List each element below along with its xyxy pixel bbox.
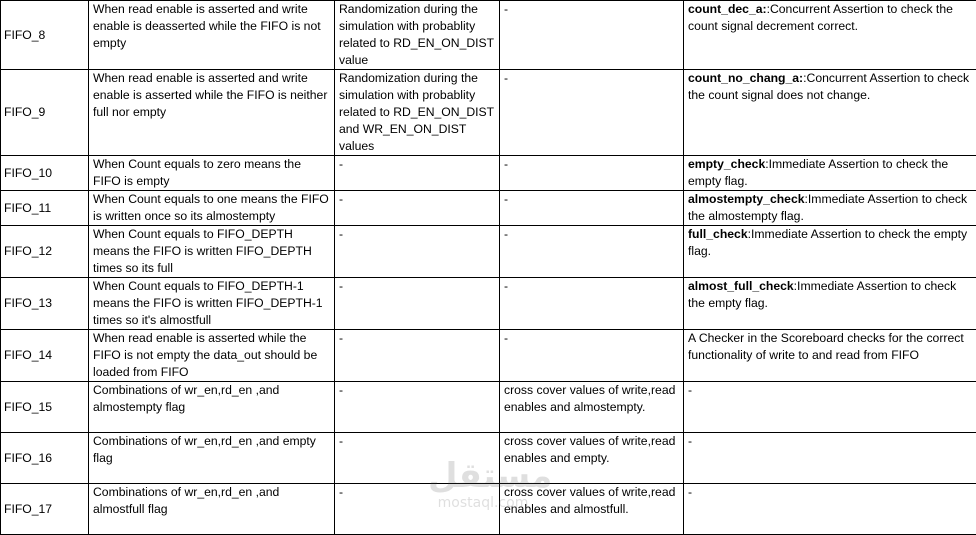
functionality-check-cell — [684, 156, 976, 191]
functionality-check-cell — [684, 382, 976, 433]
assertion-name: almostempty_check — [688, 192, 805, 206]
stimulus-cell: Randomization during the simulation with probablity related to RD_EN_ON_DIST value — [335, 1, 500, 70]
stimulus-cell: - — [335, 156, 500, 191]
functionality-check-cell — [684, 330, 976, 382]
assertion-description: - — [688, 434, 692, 448]
description-cell: Combinations of wr_en,rd_en ,and empty flag — [89, 433, 335, 484]
table-row — [1, 330, 976, 382]
table-body — [1, 1, 976, 535]
functional-coverage-cell: - — [500, 191, 684, 226]
assertion-description: - — [688, 485, 692, 499]
requirement-id-cell: FIFO_11 — [1, 191, 89, 226]
table-row — [1, 484, 976, 535]
table-row — [1, 226, 976, 278]
watermark-latin: mostaql.com — [428, 494, 538, 512]
assertion-name: empty_check — [688, 157, 765, 171]
functional-coverage-cell: - — [500, 156, 684, 191]
assertion-description: :Concurrent Assertion to check the count signal does not change. — [688, 71, 969, 102]
assertion-description: :Concurrent Assertion to check the count signal decrement correct. — [688, 2, 953, 33]
watermark-arabic: مستقل — [428, 458, 538, 494]
requirement-id-cell: FIFO_12 — [1, 226, 89, 278]
functional-coverage-cell: - — [500, 226, 684, 278]
stimulus-cell: - — [335, 278, 500, 330]
description-cell: When read enable is asserted and write enable is asserted while the FIFO is neither full nor empty — [89, 70, 335, 156]
functionality-check-cell — [684, 484, 976, 535]
stimulus-cell: - — [335, 191, 500, 226]
functionality-check-cell — [684, 226, 976, 278]
requirement-id-cell: FIFO_8 — [1, 1, 89, 70]
table-row — [1, 70, 976, 156]
stimulus-cell: - — [335, 226, 500, 278]
assertion-description: :Immediate Assertion to check the empty flag. — [688, 157, 948, 188]
assertion-name: count_dec_a: — [688, 2, 767, 16]
functional-coverage-cell: cross cover values of write,read enables and almostempty. — [500, 382, 684, 433]
stimulus-cell: - — [335, 484, 500, 535]
functional-coverage-cell: - — [500, 1, 684, 70]
table-row — [1, 278, 976, 330]
requirement-id-cell: FIFO_9 — [1, 70, 89, 156]
functionality-check-cell — [684, 278, 976, 330]
assertion-name: count_no_chang_a: — [688, 71, 803, 85]
functional-coverage-cell: cross cover values of write,read enables and empty. — [500, 433, 684, 484]
requirement-id-cell: FIFO_17 — [1, 484, 89, 535]
description-cell: When Count equals to FIFO_DEPTH means the FIFO is written FIFO_DEPTH times so its full — [89, 226, 335, 278]
description-cell: When Count equals to FIFO_DEPTH-1 means the FIFO is written FIFO_DEPTH-1 times so it's almostfull — [89, 278, 335, 330]
requirement-id-cell: FIFO_10 — [1, 156, 89, 191]
functional-coverage-cell: cross cover values of write,read enables and almostfull. — [500, 484, 684, 535]
stimulus-cell: - — [335, 433, 500, 484]
table-row — [1, 191, 976, 226]
table-row — [1, 156, 976, 191]
description-cell: Combinations of wr_en,rd_en ,and almostfull flag — [89, 484, 335, 535]
table-row — [1, 382, 976, 433]
assertion-name: almost_full_check — [688, 279, 794, 293]
functional-coverage-cell: - — [500, 278, 684, 330]
assertion-description: :Immediate Assertion to check the almostempty flag. — [688, 192, 967, 223]
assertion-description: A Checker in the Scoreboard checks for the correct functionality of write to and read from FIFO — [688, 331, 964, 362]
assertion-description: :Immediate Assertion to check the empty flag. — [688, 279, 956, 310]
stimulus-cell: - — [335, 382, 500, 433]
functionality-check-cell — [684, 191, 976, 226]
functionality-check-cell — [684, 433, 976, 484]
description-cell: When Count equals to zero means the FIFO is empty — [89, 156, 335, 191]
description-cell: When read enable is asserted while the FIFO is not empty the data_out should be loaded from FIFO — [89, 330, 335, 382]
assertion-description: - — [688, 383, 692, 397]
functional-coverage-cell: - — [500, 70, 684, 156]
functionality-check-cell — [684, 70, 976, 156]
stimulus-cell: Randomization during the simulation with probablity related to RD_EN_ON_DIST and WR_EN_ON_DIST values — [335, 70, 500, 156]
requirement-id-cell: FIFO_14 — [1, 330, 89, 382]
description-cell: Combinations of wr_en,rd_en ,and almostempty flag — [89, 382, 335, 433]
stimulus-cell: - — [335, 330, 500, 382]
assertion-name: full_check — [688, 227, 748, 241]
assertion-description: :Immediate Assertion to check the empty flag. — [688, 227, 967, 258]
requirement-id-cell: FIFO_15 — [1, 382, 89, 433]
requirement-id-cell: FIFO_13 — [1, 278, 89, 330]
table-row — [1, 1, 976, 70]
description-cell: When Count equals to one means the FIFO is written once so its almostempty — [89, 191, 335, 226]
description-cell: When read enable is asserted and write enable is deasserted while the FIFO is not empty — [89, 1, 335, 70]
functionality-check-cell — [684, 1, 976, 70]
requirement-id-cell: FIFO_16 — [1, 433, 89, 484]
functional-coverage-cell: - — [500, 330, 684, 382]
table-row — [1, 433, 976, 484]
